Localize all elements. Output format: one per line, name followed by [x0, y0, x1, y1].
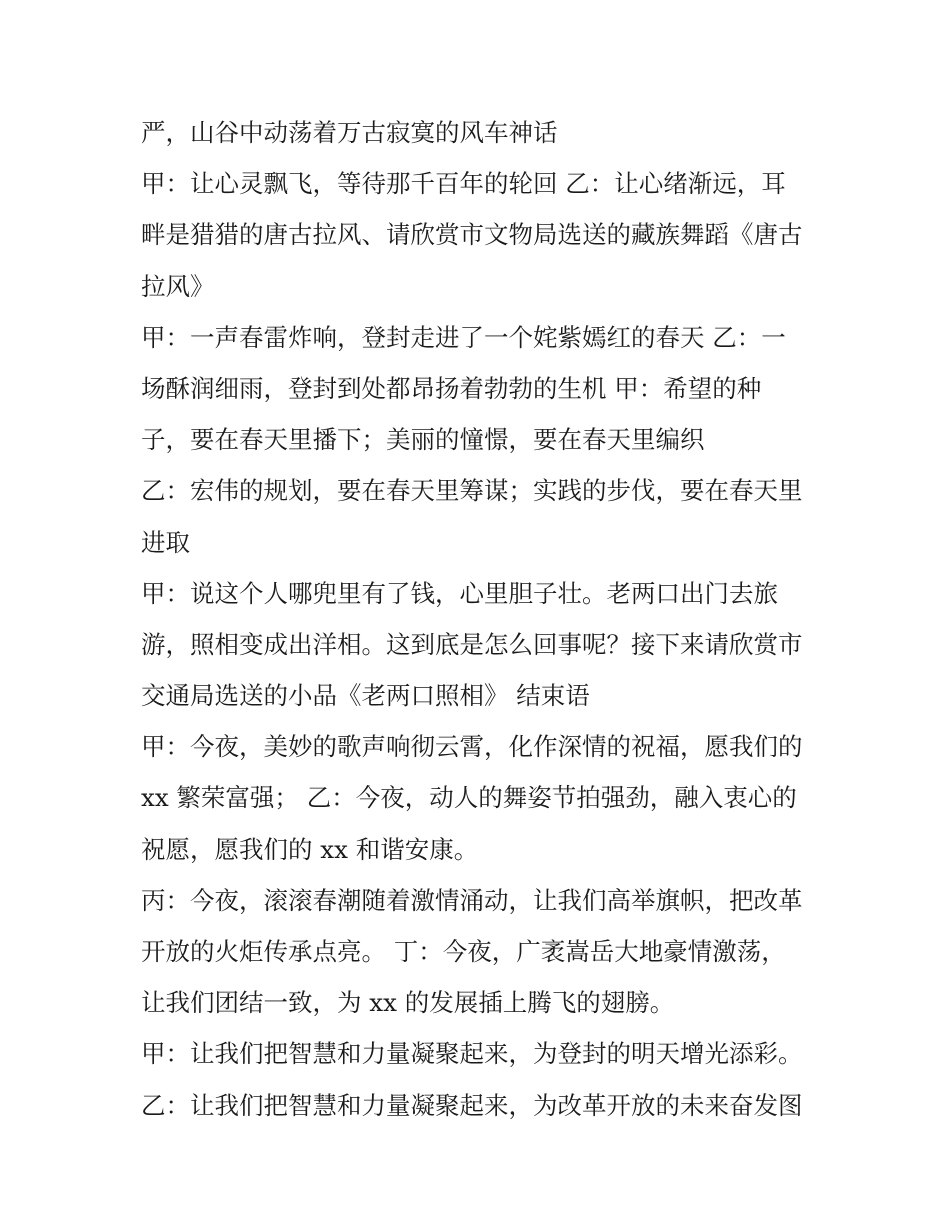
- text-line: 丙：今夜，滚滚春潮随着激情涌动，让我们高举旗帜，把改革: [141, 885, 803, 915]
- text-line: 让我们团结一致，为 xx 的发展插上腾飞的翅膀。: [141, 988, 675, 1018]
- text-line: 甲：说这个人哪兜里有了钱，心里胆子壮。老两口出门去旅: [141, 578, 778, 608]
- text-line: 乙：让我们把智慧和力量凝聚起来，为改革开放的未来奋发图: [141, 1090, 803, 1120]
- text-line: 乙：宏伟的规划，要在春天里筹谋；实践的步伐，要在春天里: [141, 476, 803, 506]
- text-line: 甲：让我们把智慧和力量凝聚起来，为登封的明天增光添彩。: [141, 1039, 803, 1069]
- text-line: 开放的火炬传承点亮。 丁：今夜，广袤嵩岳大地豪情激荡，: [141, 937, 786, 966]
- text-line: 甲：一声春雷炸响，登封走进了一个姹紫嫣红的春天 乙：一: [141, 322, 786, 352]
- text-line: 子，要在春天里播下；美丽的憧憬，要在春天里编织: [141, 425, 705, 455]
- text-line: 游，照相变成出洋相。这到底是怎么回事呢？接下来请欣赏市: [141, 629, 803, 659]
- text-line: 畔是猎猎的唐古拉风、请欣赏市文物局选送的藏族舞蹈《唐古: [141, 220, 803, 250]
- document-body: [141, 107, 821, 1131]
- text-line: 进取: [141, 527, 190, 557]
- text-line: 拉风》: [141, 271, 215, 301]
- text-line: 严，山谷中动荡着万古寂寞的风车神话: [141, 118, 558, 147]
- text-line: xx 繁荣富强； 乙：今夜，动人的舞姿节拍强劲，融入衷心的: [141, 783, 797, 813]
- text-line: 场酥润细雨，登封到处都昂扬着勃勃的生机 甲：希望的种: [141, 373, 762, 403]
- text-line: 甲：今夜，美妙的歌声响彻云霄，化作深情的祝福，愿我们的: [141, 732, 803, 762]
- text-line: 祝愿，愿我们的 xx 和谐安康。: [141, 834, 479, 864]
- text-line: 交通局选送的小品《老两口照相》 结束语: [141, 681, 590, 711]
- text-line: 甲：让心灵飘飞，等待那千百年的轮回 乙：让心绪渐远，耳: [141, 169, 786, 199]
